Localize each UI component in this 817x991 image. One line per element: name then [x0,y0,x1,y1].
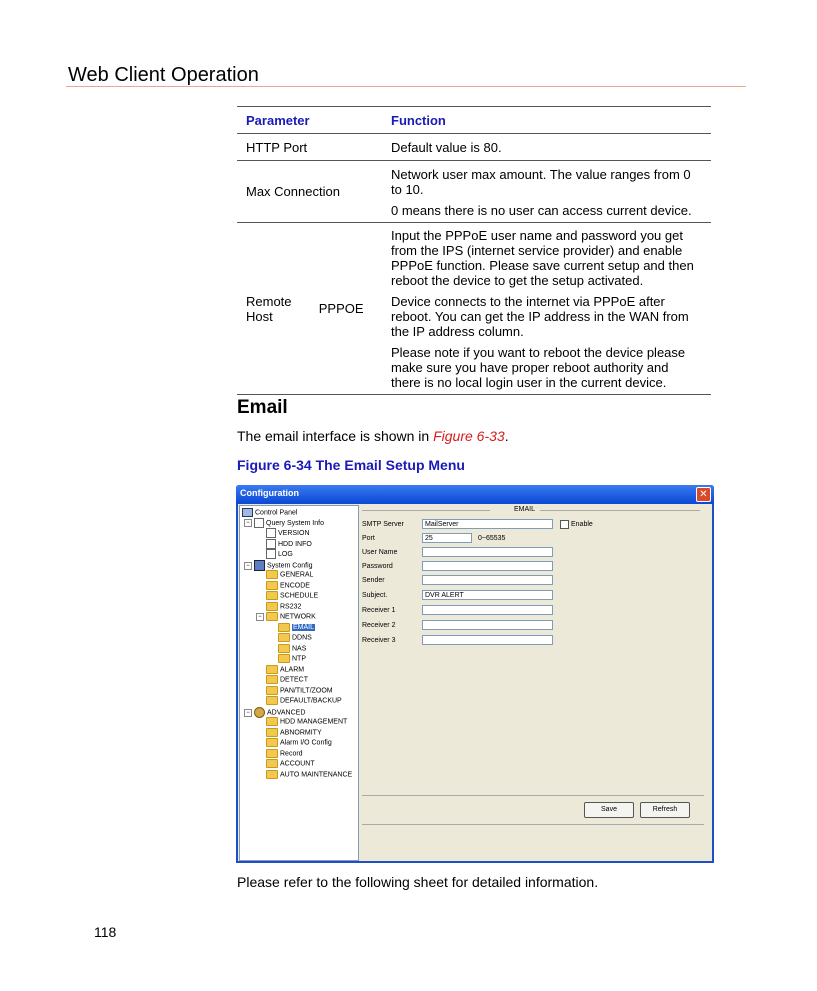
subject-input[interactable]: DVR ALERT [422,590,553,600]
configuration-window [236,485,714,863]
parameter-table [237,106,711,395]
param-cell: Max Connection [237,161,391,223]
receiver-3-label: Receiver 3 [362,637,396,644]
tree-item-advanced[interactable]: − ADVANCED [244,707,305,718]
close-icon[interactable]: ✕ [696,487,711,502]
tree-item-schedule[interactable]: SCHEDULE [266,591,318,600]
intro-text [237,428,509,444]
function-cell: Default value is 80. [391,134,711,161]
table-header-row [237,107,711,134]
user-name-label: User Name [362,549,398,556]
tree-item-rs232[interactable]: RS232 [266,602,301,611]
window-titlebar[interactable] [236,485,714,504]
folder-icon [266,581,278,590]
panel-divider [540,510,700,511]
config-tree [239,505,359,861]
folder-icon [278,654,290,663]
panel-divider [362,795,704,796]
subject-label: Subject. [362,592,388,599]
folder-icon [266,728,278,737]
document-icon [266,528,276,538]
collapse-icon[interactable]: − [244,709,252,717]
folder-icon [266,602,278,611]
panel-title: EMAIL [514,506,536,513]
function-paragraph: 0 means there is no user can access current device. [391,203,692,218]
sender-label: Sender [362,577,385,584]
tree-item-hdd-info[interactable]: HDD INFO [266,539,312,549]
tree-item-log[interactable]: LOG [266,549,293,559]
folder-icon [266,570,278,579]
figure-reference-link[interactable]: Figure 6-33 [433,428,505,444]
tree-item-account[interactable]: ACCOUNT [266,759,315,768]
enable-checkbox[interactable] [560,520,569,529]
tree-item-alarm-io-config[interactable]: Alarm I/O Config [266,738,332,747]
save-button[interactable]: Save [584,802,634,818]
receiver-1-input[interactable] [422,605,553,615]
refresh-button[interactable]: Refresh [640,802,690,818]
param-cell [237,223,319,395]
section-title: Email [237,397,288,418]
password-input[interactable] [422,561,553,571]
monitor-icon [242,508,253,517]
intro-suffix: . [504,428,509,444]
sub-param-cell: PPPOE [319,223,391,395]
tree-item-system-config[interactable]: − System Config [244,560,313,571]
folder-icon [266,696,278,705]
tree-item-record[interactable]: Record [266,749,303,758]
tree-item-abnormity[interactable]: ABNORMITY [266,728,322,737]
folder-icon [278,623,290,632]
user-name-input[interactable] [422,547,553,557]
panel-divider [362,824,704,825]
tree-item-pan-tilt-zoom[interactable]: PAN/TILT/ZOOM [266,686,333,695]
footer-note: Please refer to the following sheet for detailed information. [237,874,599,890]
receiver-2-input[interactable] [422,620,553,630]
sender-input[interactable] [422,575,553,585]
header-function: Function [391,107,711,134]
folder-icon [266,759,278,768]
function-cell [391,161,711,223]
document-icon [266,549,276,559]
tree-item-ntp[interactable]: NTP [278,654,306,663]
tree-item-auto-maintenance[interactable]: AUTO MAINTENANCE [266,770,352,779]
function-paragraph: Input the PPPoE user name and password you get from the IPS (internet service provider) and enable PPPoE function. Please save current setup and then reboot the device to get the setup activated. [391,228,694,288]
smtp-server-input[interactable]: MailServer [422,519,553,529]
collapse-icon[interactable]: − [244,562,252,570]
param-remote-host: Remote Host [246,293,292,324]
function-paragraph: Network user max amount. The value ranges from 0 to 10. [391,167,691,197]
tree-item-network[interactable]: − NETWORK [256,612,316,621]
enable-label: Enable [571,521,593,528]
folder-icon [266,770,278,779]
function-paragraph: Device connects to the internet via PPPoE after reboot. You can get the IP address in the WAN from the IP address column. [391,294,689,339]
param-cell: HTTP Port [237,134,391,161]
receiver-3-input[interactable] [422,635,553,645]
tree-item-email[interactable]: EMAIL [278,623,315,632]
function-paragraph: Please note if you want to reboot the device please make sure you have proper reboot authority and there is no local login user in the current device. [391,345,686,390]
folder-icon [266,738,278,747]
folder-icon [278,633,290,642]
password-label: Password [362,563,393,570]
function-cell [391,223,711,395]
folder-icon [266,591,278,600]
tree-item-ddns[interactable]: DDNS [278,633,312,642]
tools-icon [254,560,265,571]
tree-item-encode[interactable]: ENCODE [266,581,310,590]
table-row [237,134,711,161]
folder-icon [266,686,278,695]
table-row [237,161,711,223]
figure-caption: Figure 6-34 The Email Setup Menu [237,457,465,473]
gear-icon [254,707,265,718]
port-label: Port [362,535,375,542]
window-client [238,504,712,861]
table-row [237,223,711,395]
tree-item-default-backup[interactable]: DEFAULT/BACKUP [266,696,342,705]
receiver-1-label: Receiver 1 [362,607,396,614]
folder-icon [266,665,278,674]
document-icon [254,518,264,528]
receiver-2-label: Receiver 2 [362,622,396,629]
page-header: Web Client Operation [68,64,259,86]
port-range: 0~65535 [478,535,506,542]
port-input[interactable]: 25 [422,533,472,543]
panel-divider [362,510,490,511]
header-rule [66,86,746,87]
tree-item-nas[interactable]: NAS [278,644,306,653]
folder-icon [266,717,278,726]
folder-icon [278,644,290,653]
collapse-icon[interactable]: − [256,613,264,621]
tree-item-detect[interactable]: DETECT [266,675,308,684]
smtp-server-label: SMTP Server [362,521,404,528]
tree-item-version[interactable]: VERSION [266,528,310,538]
header-parameter: Parameter [237,107,391,134]
folder-icon [266,749,278,758]
tree-item-hdd-management[interactable]: HDD MANAGEMENT [266,717,347,726]
tree-item-general[interactable]: GENERAL [266,570,313,579]
tree-item-alarm[interactable]: ALARM [266,665,304,674]
collapse-icon[interactable]: − [244,519,252,527]
page-number: 118 [94,924,117,940]
folder-icon [266,675,278,684]
folder-icon [266,612,278,621]
tree-item-query-system-info[interactable]: − Query System Info [244,518,324,528]
document-icon [266,539,276,549]
tree-item-control-panel[interactable]: Control Panel [242,508,297,517]
intro-prefix: The email interface is shown in [237,428,434,444]
window-title: Configuration [240,488,299,498]
